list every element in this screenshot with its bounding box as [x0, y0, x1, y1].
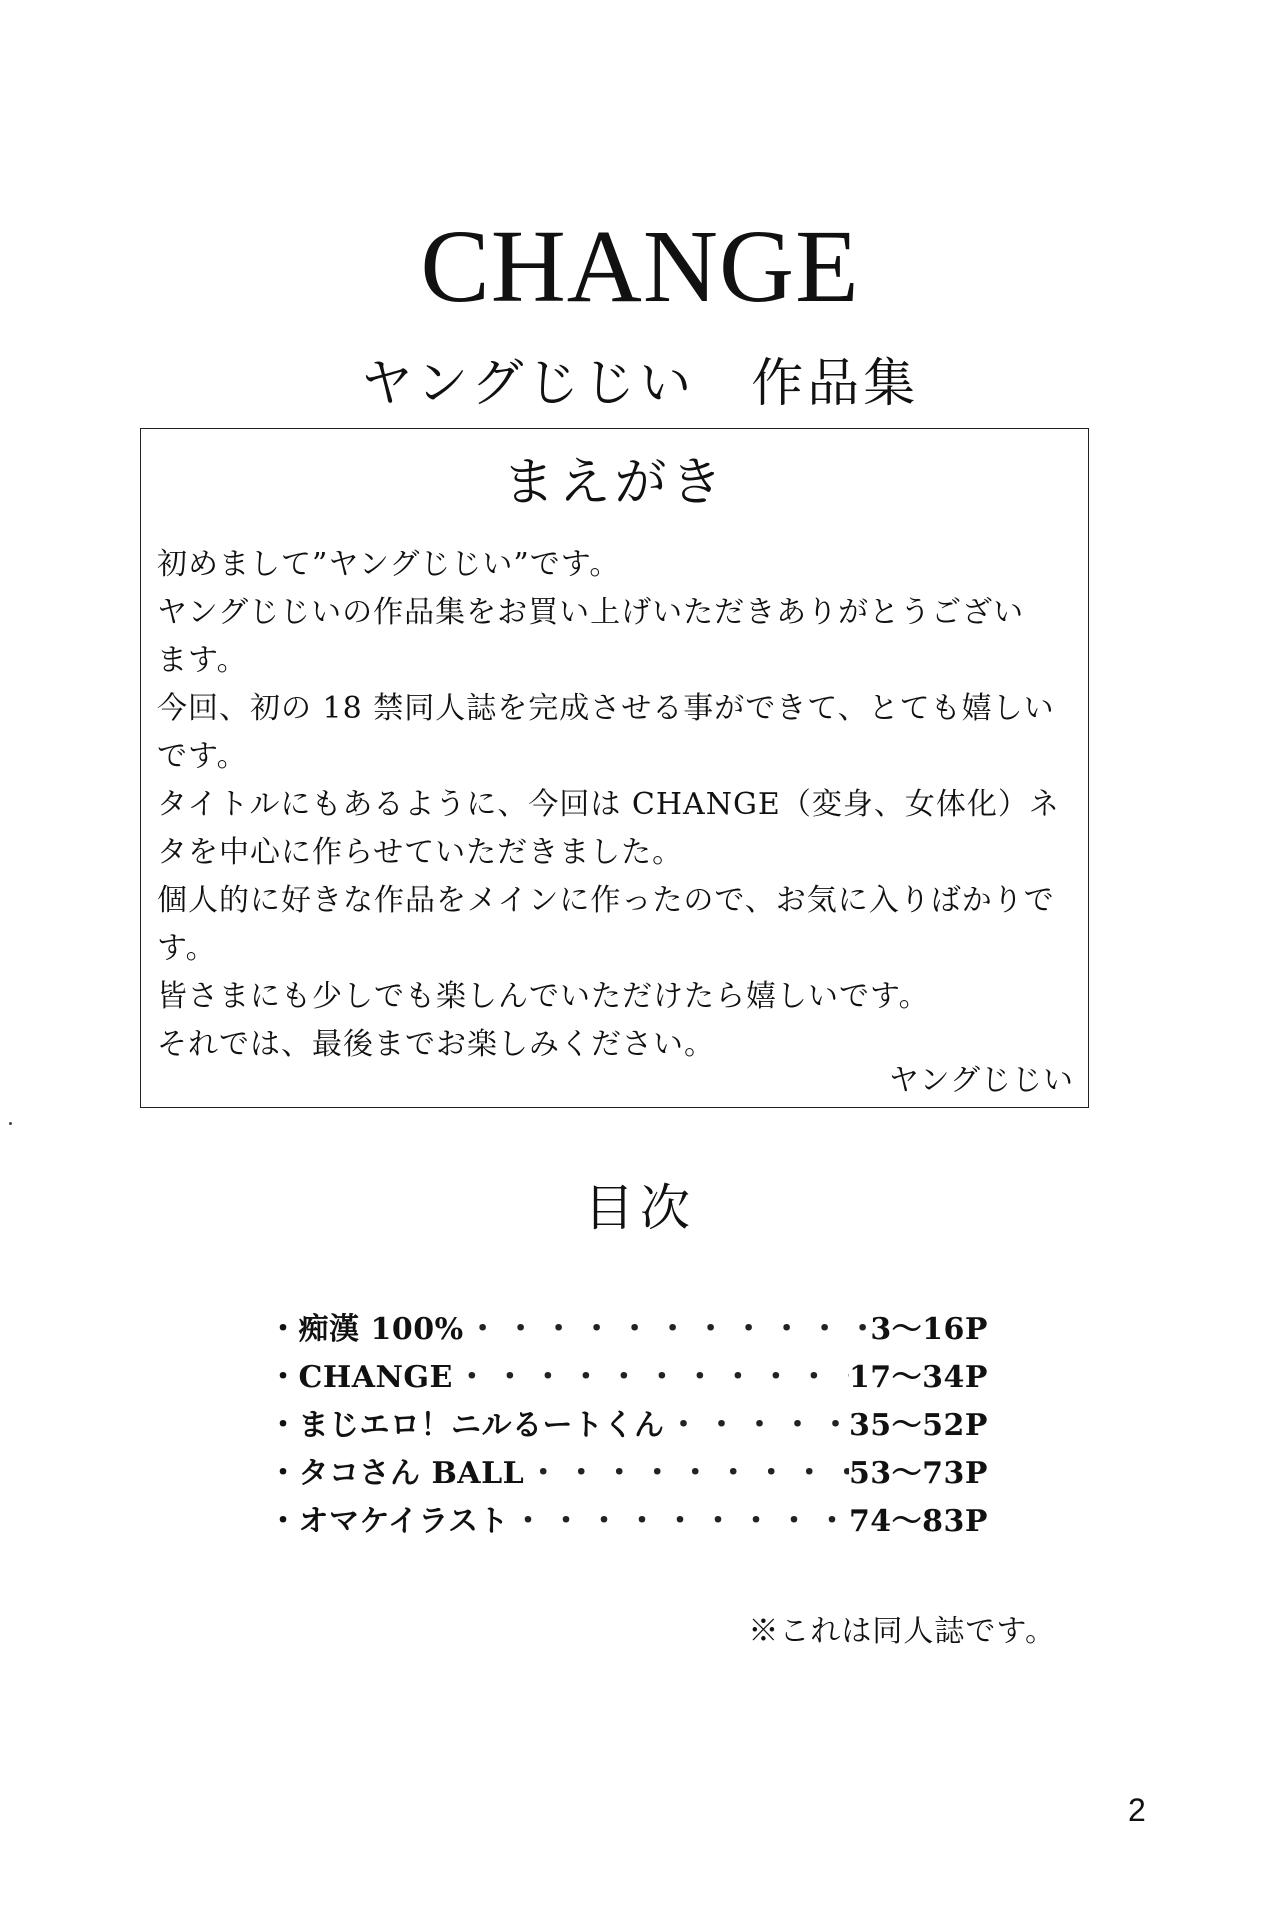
toc-entry-pages: 53〜73P [848, 1456, 988, 1491]
preface-line: タを中心に作らせていただきました。 [157, 835, 684, 870]
toc-entry-title: ・CHANGE [268, 1360, 453, 1395]
page-subtitle: ヤングじじい 作品集 [360, 354, 920, 414]
toc-dot-leader [464, 1306, 871, 1354]
toc-entry-title: ・タコさん BALL [268, 1456, 525, 1491]
toc-entry [268, 1306, 988, 1354]
toc-entry-title: ・痴漢 100% [268, 1312, 464, 1347]
preface-line: す。 [157, 931, 217, 966]
preface-line: ます。 [157, 643, 248, 678]
preface-line: 初めまして”ヤングじじい”です。 [157, 547, 621, 582]
toc-dot-leader [453, 1354, 849, 1402]
toc-dot-leader [509, 1498, 849, 1546]
toc-entry [268, 1450, 988, 1498]
toc-heading: 目次 [584, 1179, 696, 1237]
preface-body [157, 541, 1074, 1069]
preface-line: それでは、最後までお楽しみください。 [157, 1027, 715, 1062]
toc-entry-pages: 35〜52P [848, 1408, 988, 1443]
toc-entry [268, 1498, 988, 1546]
page-title: CHANGE [420, 209, 860, 324]
toc-list [268, 1306, 988, 1546]
toc-entry-title: ・オマケイラスト [268, 1504, 509, 1539]
toc-dot-leader [665, 1402, 849, 1450]
toc-entry [268, 1402, 988, 1450]
preface-signature: ヤングじじい [888, 1063, 1074, 1098]
preface-heading: まえがき [502, 453, 727, 513]
toc-entry-pages: 74〜83P [848, 1504, 988, 1539]
preface-line: 個人的に好きな作品をメインに作ったので、お気に入りばかりで [157, 883, 1055, 918]
preface-line: ヤングじじいの作品集をお買い上げいただきありがとうござい [157, 595, 1025, 630]
doujin-note: ※これは同人誌です。 [748, 1614, 1056, 1649]
preface-line: 皆さまにも少しでも楽しんでいただけたら嬉しいです。 [157, 979, 930, 1014]
toc-entry-pages: 17〜34P [848, 1360, 988, 1395]
preface-box [140, 428, 1089, 1108]
toc-entry [268, 1354, 988, 1402]
preface-line: タイトルにもあるように、今回は CHANGE（変身、女体化）ネ [157, 787, 1060, 822]
toc-entry-pages: 3〜16P [870, 1312, 988, 1347]
preface-line: です。 [157, 739, 248, 774]
toc-dot-leader [524, 1450, 849, 1498]
toc-entry-title: ・まじエロ！ニルるートくん [268, 1408, 665, 1443]
page-number: 2 [1128, 1792, 1146, 1828]
margin-dot [9, 1122, 12, 1125]
preface-line: 今回、初の 18 禁同人誌を完成させる事ができて、とても嬉しい [157, 691, 1055, 726]
